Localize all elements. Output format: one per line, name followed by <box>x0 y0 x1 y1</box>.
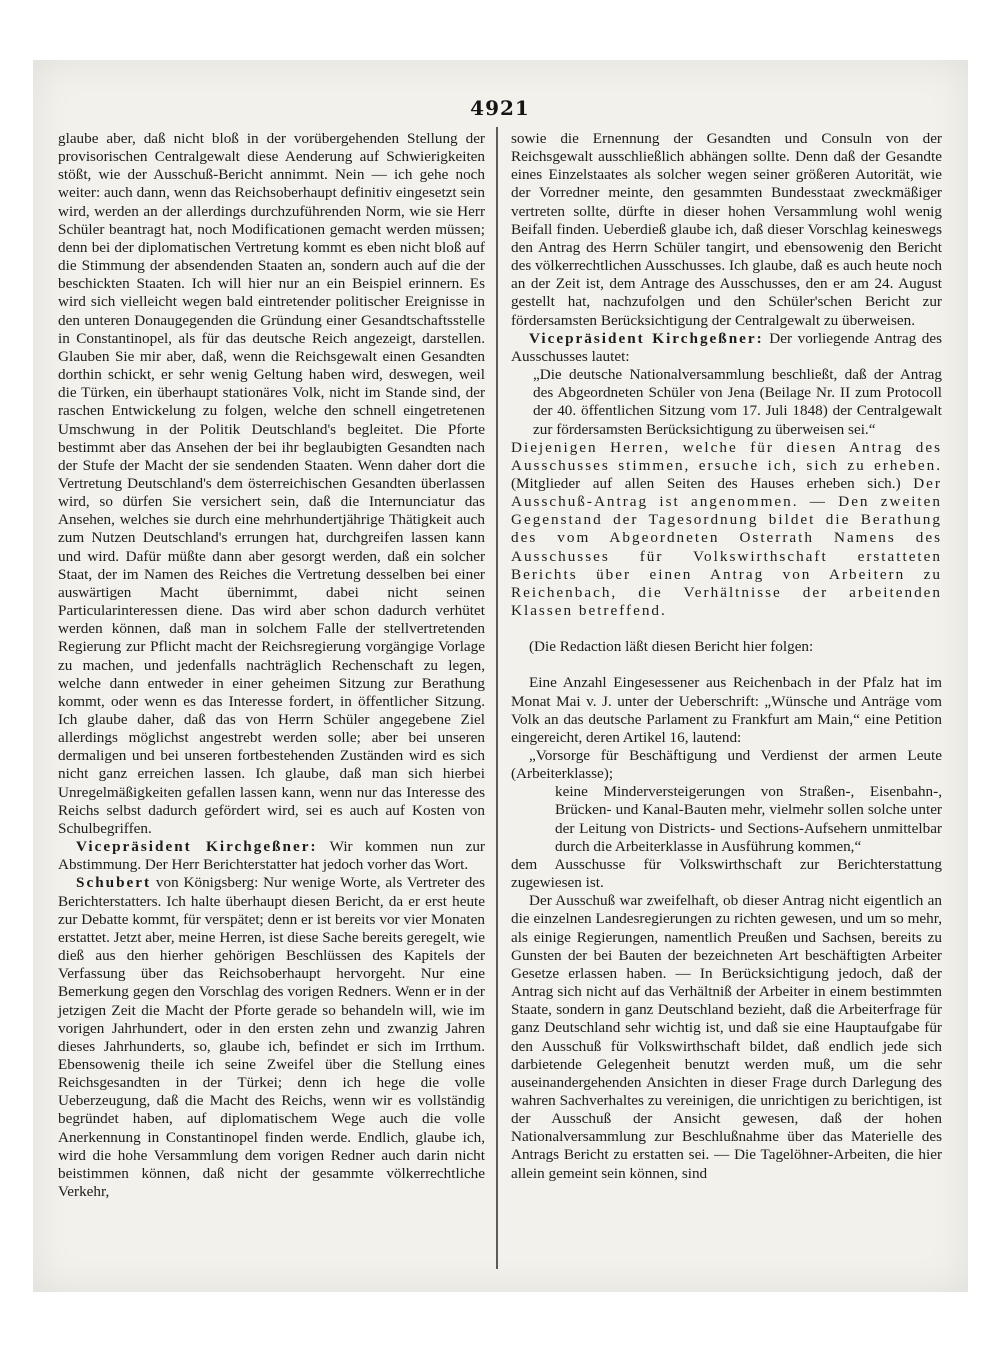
speech-text: Wir kommen nun zur Abstimmung. Der Herr Berichterstatter hat jedoch vorher das Wort. <box>58 838 485 874</box>
speech-text: Der vorliegende Antrag des Ausschusses lautet: <box>511 329 942 365</box>
motion-quote: „Die deutsche Nationalversammlung beschließt, daß der Antrag des Abgeordneten Schüler von Jena (Beilage Nr. II zum Protocoll der 40. öffentlichen Sitzung vom 17. Juli 1848) der Centralgewalt zur fördersamsten Berücksichtigung zu überweisen sei.“ <box>533 366 942 438</box>
paragraph-vicepresident <box>511 330 942 366</box>
paragraph: sowie die Ernennung der Gesandten und Consuln von der Reichsgewalt ausschließlich abhängen sollte. Denn daß der Gesandte eines Einzelstaates als solcher wegen seiner größeren Autorität, wie der Vorredner meinte, den gesammten Bundesstaat zweckmäßiger vertreten sollte, dürfte in dieser hohen Versammlung wohl wenig Beifall finden. Ueberdieß glaube ich, daß dieser Vorschlag keineswegs den Antrag des Herrn Schüler tangirt, und ebensowenig den Bericht des völkerrechtlichen Ausschusses. Ich glaube, daß es auch heute noch an der Zeit ist, dem Antrage des Ausschusses, den er am 24. August gestellt hat, nachzufolgen und den Schüler'schen Bericht zur fördersamsten Berücksichtigung der Centralgewalt zu überweisen. <box>511 130 942 329</box>
petition-quote: keine Minderversteigerungen von Straßen-, Eisenbahn-, Brücken- und Kanal-Bauten mehr, vielmehr sollen solche unter der Leitung von Districts- und Sections-Aufsehern unmittelbar durch die Arbeiterklasse in Ausführung kommen,“ <box>555 783 942 855</box>
paragraph: glaube aber, daß nicht bloß in der vorübergehenden Stellung der provisorischen Centralgewalt diese Aenderung auf Schwierigkeiten stößt, wie der Ausschuß-Bericht annimmt. Nein — ich gehe noch weiter: auch dann, wenn das Reichsoberhaupt definitiv eingesetzt sein wird, werden an der allerdings durchzuführenden Norm, wie sie Herr Schüler beantragt hat, noch Modificationen gemacht werden müssen; denn bei der diplomatischen Vertretung kommt es eben nicht bloß auf die Stimmung der absendenden Staaten an, sondern auch auf die der beschickten Staaten. Ich will hier nur an ein Beispiel erinnern. Es wird sich vielleicht wegen bald eintretender politischer Ereignisse in den unteren Donaugegenden die Gründung einer Gesandtschaftsstelle in Constantinopel, als für das deutsche Reich angezeigt, darstellen. Glauben Sie mir aber, daß, wenn die Reichsgewalt einen Gesandten dorthin schickt, er sehr wenig Geltung haben wird, deswegen, weil die Türken, ein überhaupt stationäres Volk, nicht im Stande sind, der raschen Entwickelung zu folgen, welche den schnell eingetretenen Umschwung in der Politik Deutschland's begleitet. Die Pforte bestimmt aber das Ansehen der bei ihr beglaubigten Gesandten nach der Stufe der Macht der sie sendenden Staaten. Wenn daher dort die Vertretung Deutschland's dem österreichischen Gesandten überlassen wird, so dürfen Sie versichert sein, daß die Internunciatur das Ansehen, welches sie durch eine mehrhundertjährige Thätigkeit auch zum Nutzen Deutschland's errungen hat, durchgreifen lassen kann und wird. Dafür müßte dann aber gesorgt werden, daß ein solcher Staat, der im Namen des Reiches die Vertretung desselben bei einer auswärtigen Macht übernimmt, dabei nicht seinen Particularinteressen diene. Das wird aber schon dadurch verhütet werden können, daß man in solchem Falle der stellvertretenden Regierung zur Pflicht macht der Reichsregierung vorgängige Vorlage zu machen, und jedenfalls nachträglich Rechenschaft zu legen, welche dann entweder in einer geheimen Sitzung zur Berathung kommt, oder wenn es das Interesse fordert, in öffentlicher Sitzung. Ich glaube daher, daß das von Herrn Schüler angegebene Ziel allerdings möglichst angestrebt werden solle; aber bei unseren dermaligen und bei unseren fortbestehenden Zuständen wird es sich nicht ganz erreichen lassen. Ich glaube, daß man sich hierbei Unregelmäßigkeiten gefallen lassen kann, wenn nur das Interesse des Reichs selbst dadurch gefördert wird, sei es auch auf Kosten von Schulbegriffen. <box>58 130 485 837</box>
vote-result: Der Ausschuß-Antrag ist angenommen. — Den zweiten Gegenstand der Tagesordnung bildet die Berathung des vom Abgeordneten Osterrath Namens des Ausschusses für Volkswirthschaft erstatteten Berichts über einen Antrag von Arbeitern zu Reichenbach, die Verhältnisse der arbeitenden Klassen betreffend. <box>511 474 942 620</box>
speech-text: von Königsberg: Nur wenige Worte, als Vertreter des Berichterstatters. Ich halte überhaupt diesen Bericht, da er erst heute zur Debatte kommt, für verspätet; denn er ist bereits vor vier Monaten erstattet. Jetzt aber, meine Herren, ist diese Sache bereits geregelt, wie dieß aus den hierher gehörigen Beschlüssen des Kapitels der Verfassung über das Reichsoberhaupt hervorgeht. Nur eine Bemerkung gegen den Vorschlag des vorigen Redners. Wenn er in der jetzigen Zeit die Macht der Pforte gerade so behandeln will, wie im vorigen Jahrhundert, oder in den ersten zehn und zwanzig Jahren dieses Jahrhunderts, so, glaube ich, befindet er sich im Irrthum. Ebensowenig theile ich seine Zweifel über die Stellung eines Reichsgesandten in der Türkei; denn ich hege die volle Ueberzeugung, daß die Macht des Reichs, wenn wir es vollständig begründet haben, auf diplomatischem Wege auch die volle Anerkennung in Constantinopel finden werde. Endlich, glaube ich, wird die hohe Versammlung dem vorigen Redner auch darin nicht beistimmen können, daß nicht der gesammte völkerrechtliche Verkehr, <box>58 874 485 1201</box>
vote-remark: (Mitglieder auf allen Seiten des Hauses erheben sich.) <box>511 474 914 492</box>
right-column <box>511 130 942 1183</box>
speaker-name: Vicepräsident Kirchgeßner: <box>529 329 764 347</box>
paragraph-schubert <box>58 874 485 1201</box>
paragraph-vote <box>511 439 942 621</box>
redaction-note: (Die Redaction läßt diesen Bericht hier folgen: <box>529 638 814 656</box>
paragraph: Der Ausschuß war zweifelhaft, ob dieser Antrag nicht eigentlich an die einzelnen Landesregierungen zu richten gewesen, und um so mehr, als einige Regierungen, namentlich Preußen und Sachsen, bereits zu Gunsten der bei Bauten der bezeichneten Art beschäftigten Arbeiter Gesetze erlassen haben. — In Berücksichtigung jedoch, daß der Antrag sich nicht auf das Verhältniß der Arbeiter in einem bestimmten Staate, sondern in ganz Deutschland bezieht, daß die Arbeiterfrage für ganz Deutschland sehr wichtig ist, und daß sie eine Hauptaufgabe für den Ausschuß für Volkswirthschaft bildet, daß endlich jede sich darbietende Gelegenheit benutzt werden muß, um die sehr auseinandergehenden Ansichten in dieser Frage durch Darlegung des wahren Sachverhaltes zu vereinigen, die unrichtigen zu berichtigen, ist der Ausschuß der Ansicht gewesen, daß der hohen Nationalversammlung zur Beschlußnahme über das Materielle des Antrags Bericht zu erstatten sei. — Die Tagelöhner-Arbeiten, die hier allein gemeint sein können, sind <box>511 892 942 1182</box>
paragraph-vicepresident <box>58 838 485 874</box>
paragraph: dem Ausschusse für Volkswirthschaft zur Berichterstattung zugewiesen ist. <box>511 855 942 892</box>
page-number: 4921 <box>470 96 530 120</box>
column-divider <box>496 127 498 1269</box>
paragraph: Eine Anzahl Eingesessener aus Reichenbach in der Pfalz hat im Monat Mai v. J. unter der Ueberschrift: „Wünsche und Anträge vom Volk an das deutsche Parlament zu Frankfurt am Main,“ eine Petition eingereicht, deren Artikel 16, lautend: <box>511 674 942 746</box>
left-column <box>58 130 485 1201</box>
speaker-name: Schubert <box>76 874 152 892</box>
speaker-name: Vicepräsident Kirchgeßner: <box>76 838 318 856</box>
vote-call: Diejenigen Herren, welche für diesen Antrag des Ausschusses stimmen, ersuche ich, sich zu erheben. <box>511 438 942 474</box>
petition-quote: „Vorsorge für Beschäftigung und Verdienst der armen Leute (Arbeiterklasse); <box>511 747 942 783</box>
